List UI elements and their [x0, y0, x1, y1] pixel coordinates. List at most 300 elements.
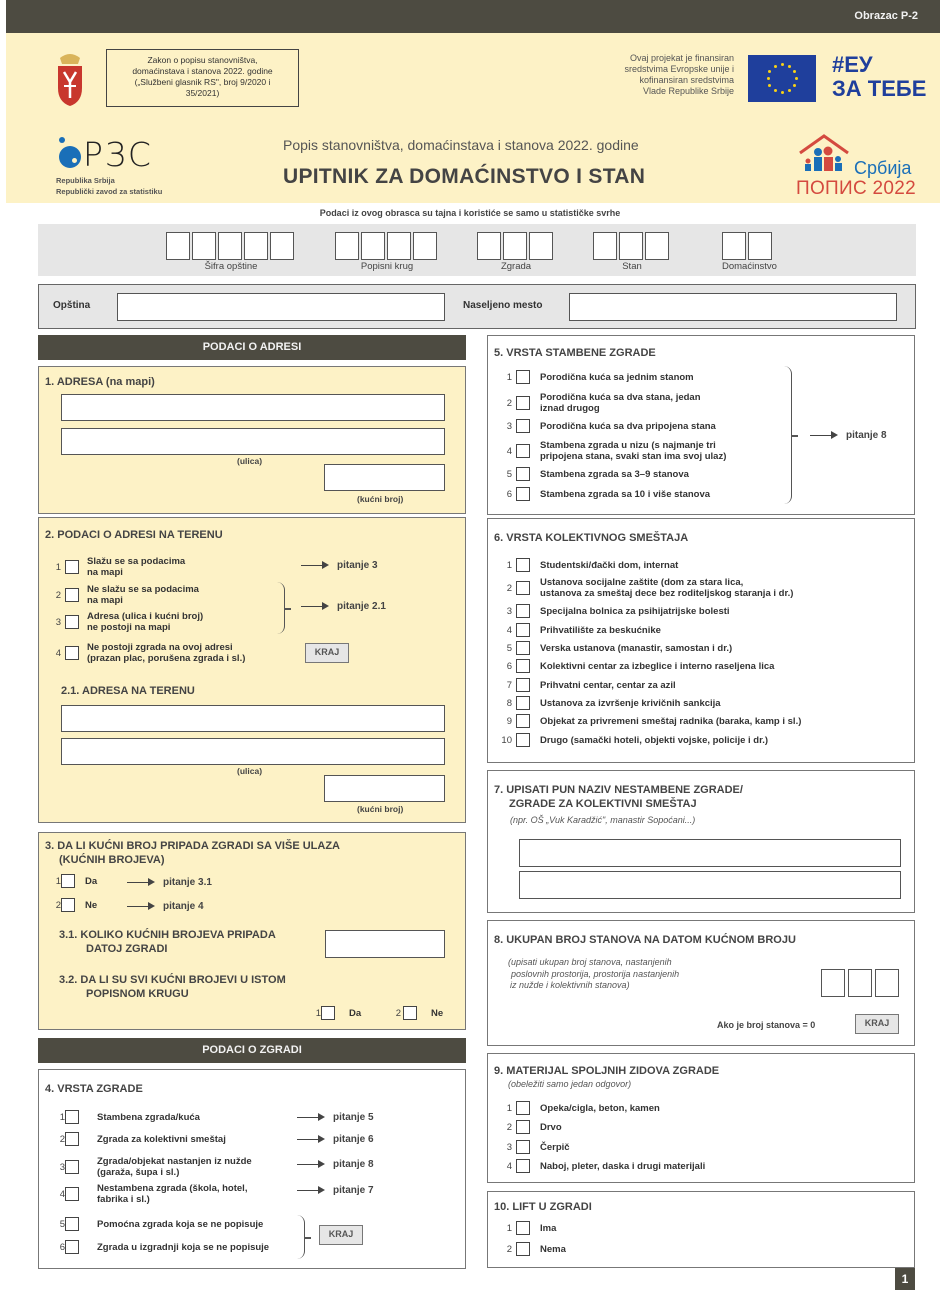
form-code: Obrazac P-2 [854, 10, 918, 22]
q3-option-no[interactable] [53, 898, 109, 912]
municipality-field[interactable] [117, 293, 445, 321]
option-number: 2 [506, 397, 512, 409]
option-number: 7 [506, 679, 512, 691]
code-cell[interactable] [722, 232, 746, 260]
eu-star-icon [767, 77, 770, 80]
option-number: 3 [55, 616, 61, 628]
building-name-line-2-field[interactable] [519, 871, 901, 899]
question-8-note [508, 957, 679, 992]
option-label: Drugo (samački hoteli, objekti vojske, policije i dr.) [540, 734, 769, 746]
option-label: Kolektivni centar za izbeglice i interno raseljena lica [540, 660, 775, 672]
arrow-icon [297, 1117, 319, 1119]
option-line: na mapi [87, 567, 123, 578]
address-field-house-number-field[interactable] [324, 775, 445, 802]
option-number: 2 [55, 899, 61, 911]
arrow-icon [297, 1139, 319, 1141]
eu-text-line: Vlade Republike Srbije [642, 86, 734, 96]
q3-2-option-yes[interactable] [315, 1006, 361, 1020]
question-8-box [487, 920, 915, 1046]
question-3-2-title [59, 973, 286, 1001]
address-map-house-number-field[interactable] [324, 464, 445, 491]
code-label: Popisni krug [360, 261, 414, 272]
checkbox[interactable] [516, 1101, 530, 1115]
option-line: Nestambena zgrada (škola, hotel, [97, 1183, 248, 1194]
q5-option-4[interactable] [500, 440, 726, 462]
code-cell[interactable] [413, 232, 437, 260]
checkbox[interactable] [65, 1240, 79, 1254]
digit-cell[interactable] [875, 969, 899, 997]
goto-label: pitanje 2.1 [337, 601, 386, 612]
eu-star-icon [793, 70, 796, 73]
building-name-line-1-field[interactable] [519, 839, 901, 867]
checkbox[interactable] [516, 581, 530, 595]
code-cell[interactable] [244, 232, 268, 260]
option-label: Porodična kuća sa dva pripojena stana [540, 420, 716, 432]
option-line: (prazan plac, porušena zgrada i sl.) [87, 653, 246, 664]
option-number: 9 [506, 715, 512, 727]
q2-option-2[interactable] [49, 584, 199, 606]
goto-arrow [127, 901, 204, 912]
serbian-coat-of-arms-icon [54, 52, 86, 108]
option-number: 4 [55, 647, 61, 659]
q6-option-6[interactable] [500, 659, 774, 673]
q4-option-1[interactable] [57, 1110, 200, 1124]
option-label: Prihvatilište za beskućnike [540, 624, 661, 636]
checkbox[interactable] [516, 641, 530, 655]
rzs-sub-line: Republika Srbija [56, 176, 115, 185]
q4-option-4[interactable] [57, 1183, 247, 1205]
question-9-note: (obeležiti samo jedan odgovor) [508, 1079, 632, 1089]
section-header-address: PODACI O ADRESI [38, 335, 466, 360]
checkbox[interactable] [516, 623, 530, 637]
checkbox[interactable] [65, 1217, 79, 1231]
q5-option-6[interactable] [500, 487, 710, 501]
option-number: 6 [59, 1241, 65, 1253]
eu-funding-text [566, 53, 734, 97]
code-cell[interactable] [619, 232, 643, 260]
code-cell[interactable] [748, 232, 772, 260]
title-line: POPISNOM KRUGU [86, 988, 189, 1000]
option-label [540, 392, 701, 414]
law-reference-box [106, 49, 299, 107]
option-number: 2 [55, 589, 61, 601]
code-cell[interactable] [503, 232, 527, 260]
checkbox[interactable] [61, 874, 75, 888]
option-line: Ustanova socijalne zaštite (dom za stara lica, [540, 577, 744, 588]
option-number: 3 [59, 1161, 65, 1173]
option-number: 2 [506, 1243, 512, 1255]
checkbox[interactable] [65, 560, 79, 574]
code-label: Zgrada [500, 261, 532, 272]
house-number-caption: (kućni broj) [357, 494, 404, 504]
q9-option-1[interactable] [500, 1101, 660, 1115]
code-group-household [722, 232, 777, 272]
title-line: 3.1. KOLIKO KUĆNIH BROJEVA PRIPADA [59, 929, 276, 941]
option-line: Ne slažu se sa podacima [87, 584, 199, 595]
q3-option-yes[interactable] [53, 874, 109, 888]
checkbox[interactable] [516, 370, 530, 384]
q6-option-2[interactable] [500, 577, 793, 599]
checkbox[interactable] [516, 733, 530, 747]
q6-option-1[interactable] [500, 558, 678, 572]
option-label [87, 642, 245, 664]
code-cell[interactable] [361, 232, 385, 260]
option-label [87, 611, 203, 633]
note-line: (upisati ukupan broj stanova, nastanjenih [508, 957, 672, 967]
question-7-note: (npr. OŠ „Vuk Karadžić", manastir Sopoćani...) [510, 815, 696, 825]
option-label [97, 1183, 247, 1205]
option-number: 1 [315, 1007, 321, 1019]
header [6, 33, 940, 203]
q9-option-4[interactable] [500, 1159, 705, 1173]
code-cell[interactable] [645, 232, 669, 260]
option-label: Da [349, 1007, 362, 1019]
q9-option-3[interactable] [500, 1140, 570, 1154]
place-bar [38, 284, 916, 329]
option-number: 3 [506, 1141, 512, 1153]
question-3-1-title [59, 928, 276, 956]
question-5-title: 5. VRSTA STAMBENE ZGRADE [494, 347, 656, 359]
eu-star-icon [781, 91, 784, 94]
option-number: 2 [59, 1133, 65, 1145]
eu-flag-icon [748, 55, 816, 102]
question-2-box [38, 517, 466, 823]
census-logo-country: Србија [854, 158, 912, 178]
question-3-title [45, 839, 340, 867]
option-number: 10 [501, 734, 512, 746]
q6-option-3[interactable] [500, 604, 730, 618]
checkbox[interactable] [61, 898, 75, 912]
zero-dwellings-label: Ako je broj stanova = 0 [717, 1020, 816, 1030]
goto-label: pitanje 8 [333, 1159, 374, 1170]
end-kraj-button: KRAJ [305, 643, 349, 663]
goto-arrow [127, 877, 212, 888]
question-2-1-title: 2.1. ADRESA NA TERENU [61, 685, 195, 697]
rzs-logo [56, 137, 162, 197]
q4-option-5[interactable] [57, 1217, 263, 1231]
option-number: 1 [506, 559, 512, 571]
q6-option-5[interactable] [500, 641, 732, 655]
option-label: Čerpič [540, 1141, 570, 1153]
eu-text-line: sredstvima Evropske unije i [624, 64, 734, 74]
law-line: domaćinstava i stanova 2022. godine [132, 66, 273, 76]
eu-star-icon [774, 89, 777, 92]
eu-star-icon [795, 77, 798, 80]
option-line: Adresa (ulica i kućni broj) [87, 611, 204, 622]
option-label: Studentski/đački dom, internat [540, 559, 679, 571]
checkbox[interactable] [516, 467, 530, 481]
checkbox[interactable] [516, 1120, 530, 1134]
code-cell[interactable] [593, 232, 617, 260]
checkbox[interactable] [516, 604, 530, 618]
option-line: Zgrada/objekat nastanjen iz nužde [97, 1156, 252, 1167]
eu-star-icon [788, 89, 791, 92]
code-group-building [477, 232, 555, 272]
option-line: Slažu se sa podacima [87, 556, 186, 567]
checkbox[interactable] [516, 487, 530, 501]
checkbox[interactable] [403, 1006, 417, 1020]
option-label: Ima [540, 1222, 557, 1234]
end-kraj-button: KRAJ [855, 1014, 899, 1034]
option-label: Opeka/cigla, beton, kamen [540, 1102, 660, 1114]
title-line: ZGRADE ZA KOLEKTIVNI SMEŠTAJ [509, 798, 697, 810]
arrow-icon [127, 906, 149, 908]
question-9-title: 9. MATERIJAL SPOLJNIH ZIDOVA ZGRADE [494, 1065, 720, 1077]
option-number: 5 [506, 642, 512, 654]
option-number: 6 [506, 660, 512, 672]
top-bar [6, 0, 940, 33]
question-10-title: 10. LIFT U ZGRADI [494, 1201, 592, 1213]
eu-slogan [832, 53, 926, 101]
option-number: 6 [506, 488, 512, 500]
checkbox[interactable] [516, 1221, 530, 1235]
checkbox[interactable] [516, 678, 530, 692]
title-line: (KUĆNIH BROJEVA) [59, 854, 165, 866]
option-line: na mapi [87, 595, 123, 606]
question-6-box [487, 518, 915, 763]
question-10-box [487, 1191, 915, 1268]
note-line: poslovnih prostorija, prostorija nastanjenih [511, 968, 680, 979]
option-line: ne postoji na mapi [87, 622, 171, 633]
goto-arrow [301, 601, 386, 612]
address-field-line-1-field[interactable] [61, 705, 445, 732]
q5-option-2[interactable] [500, 392, 701, 414]
code-cell[interactable] [166, 232, 190, 260]
code-label: Stan [622, 261, 642, 272]
option-label: Zgrada u izgradnji koja se ne popisuje [97, 1241, 270, 1253]
code-cell[interactable] [477, 232, 501, 260]
checkbox[interactable] [65, 1160, 79, 1174]
checkbox[interactable] [65, 615, 79, 629]
checkbox[interactable] [516, 1140, 530, 1154]
confidentiality-note: Podaci iz ovog obrasca su tajna i koristiće se samo u statističke svrhe [319, 208, 621, 218]
option-line: fabrika i sl.) [97, 1194, 150, 1205]
eu-star-icon [768, 70, 771, 73]
q3-2-option-no[interactable] [395, 1006, 443, 1020]
census-2022-logo [796, 133, 926, 203]
q5-option-5[interactable] [500, 467, 689, 481]
q4-option-2[interactable] [57, 1132, 226, 1146]
address-map-line-1-field[interactable] [61, 394, 445, 421]
checkbox[interactable] [65, 1110, 79, 1124]
q4-option-3[interactable] [57, 1156, 252, 1178]
question-1-box [38, 366, 466, 514]
q6-option-4[interactable] [500, 623, 661, 637]
q6-option-8[interactable] [500, 696, 721, 710]
question-5-box [487, 335, 915, 515]
option-label: Ustanova za izvršenje krivičnih sankcija [540, 697, 721, 709]
eu-text-line: Ovaj projekat je finansiran [629, 53, 734, 63]
option-line: Stambena zgrada u nizu (s najmanje tri [540, 440, 716, 451]
code-group-municipality [166, 232, 296, 272]
settlement-field[interactable] [569, 293, 897, 321]
checkbox[interactable] [516, 1242, 530, 1256]
code-cell[interactable] [192, 232, 216, 260]
law-line: 35/2021) [185, 88, 220, 98]
option-line: ustanova za smeštaj dece bez roditeljskog staranja i dr.) [540, 588, 794, 599]
code-cell[interactable] [218, 232, 242, 260]
option-label: Naboj, pleter, daska i drugi materijali [540, 1160, 706, 1172]
option-label: Drvo [540, 1121, 562, 1133]
question-7-title [494, 783, 743, 811]
option-number: 1 [59, 1111, 65, 1123]
option-number: 1 [506, 1102, 512, 1114]
option-label: Nema [540, 1243, 566, 1255]
checkbox[interactable] [321, 1006, 335, 1020]
q5-option-3[interactable] [500, 419, 716, 433]
checkbox[interactable] [516, 659, 530, 673]
goto-arrow [297, 1112, 374, 1123]
checkbox[interactable] [516, 714, 530, 728]
option-number: 5 [506, 468, 512, 480]
option-label [87, 556, 185, 578]
checkbox[interactable] [516, 1159, 530, 1173]
option-number: 2 [506, 1121, 512, 1133]
option-label: Pomoćna zgrada koja se ne popisuje [97, 1218, 264, 1230]
option-number: 1 [55, 561, 61, 573]
street-caption: (ulica) [237, 456, 263, 466]
option-number: 4 [59, 1188, 65, 1200]
q6-option-7[interactable] [500, 678, 676, 692]
option-number: 8 [506, 697, 512, 709]
q10-option-2[interactable] [500, 1242, 566, 1256]
code-cell[interactable] [335, 232, 359, 260]
checkbox[interactable] [516, 419, 530, 433]
q6-option-10[interactable] [500, 733, 768, 747]
question-4-box [38, 1069, 466, 1269]
street-caption: (ulica) [237, 766, 263, 776]
option-number: 4 [506, 445, 512, 457]
option-number: 4 [506, 624, 512, 636]
q2-option-3[interactable] [49, 611, 203, 633]
checkbox[interactable] [65, 1132, 79, 1146]
code-cell[interactable] [387, 232, 411, 260]
checkbox[interactable] [65, 646, 79, 660]
logo-dot-icon [59, 137, 65, 143]
digit-cell[interactable] [848, 969, 872, 997]
checkbox[interactable] [65, 1187, 79, 1201]
logo-circle-icon [59, 146, 81, 168]
q2-option-4[interactable] [49, 642, 245, 664]
brace-icon [784, 366, 792, 504]
end-kraj-button: KRAJ [319, 1225, 363, 1245]
goto-label: pitanje 3.1 [163, 877, 212, 888]
option-label: Verska ustanova (manastir, samostan i dr.) [540, 642, 733, 654]
brace-icon [297, 1215, 305, 1259]
goto-label: pitanje 7 [333, 1185, 374, 1196]
title-line: 3. DA LI KUĆNI BROJ PRIPADA ZGRADI SA VIŠE ULAZA [45, 840, 340, 852]
section-header-building: PODACI O ZGRADI [38, 1038, 466, 1063]
option-label: Da [85, 875, 98, 887]
option-number: 4 [506, 1160, 512, 1172]
option-number: 3 [506, 605, 512, 617]
checkbox[interactable] [516, 696, 530, 710]
question-3-box [38, 832, 466, 1030]
question-1-title: 1. ADRESA (na mapi) [45, 376, 155, 388]
option-label: Stambena zgrada sa 3–9 stanova [540, 468, 689, 480]
eu-star-icon [788, 65, 791, 68]
address-field-street-field[interactable] [61, 738, 445, 765]
goto-arrow [301, 560, 378, 571]
q4-option-6[interactable] [57, 1240, 269, 1254]
brace-icon [277, 582, 285, 634]
address-map-street-field[interactable] [61, 428, 445, 455]
eu-slogan-line: #ЕУ [832, 52, 873, 77]
arrow-icon [301, 606, 323, 608]
option-label: Porodična kuća sa jednim stanom [540, 371, 694, 383]
option-label [540, 440, 726, 462]
option-number: 5 [59, 1218, 65, 1230]
option-label: Ne [431, 1007, 444, 1019]
question-8-title: 8. UKUPAN BROJ STANOVA NA DATOM KUĆNOM BROJU [494, 934, 796, 946]
checkbox[interactable] [516, 558, 530, 572]
option-label: Zgrada za kolektivni smeštaj [97, 1133, 226, 1145]
digit-cell[interactable] [821, 969, 845, 997]
option-label: Ne [85, 899, 98, 911]
title-line: 7. UPISATI PUN NAZIV NESTAMBENE ZGRADE/ [494, 784, 743, 796]
eu-text-line: kofinansiran sredstvima [639, 75, 734, 85]
law-line: Zakon o popisu stanovništva, [147, 55, 258, 65]
checkbox[interactable] [516, 396, 530, 410]
code-group-dwelling [593, 232, 671, 272]
option-number: 1 [506, 371, 512, 383]
identification-codes-bar [38, 224, 916, 276]
goto-arrow [297, 1185, 374, 1196]
code-cell[interactable] [529, 232, 553, 260]
q10-option-1[interactable] [500, 1221, 556, 1235]
code-cell[interactable] [270, 232, 294, 260]
arrow-icon [810, 435, 832, 437]
option-number: 2 [506, 582, 512, 594]
eu-star-icon [793, 84, 796, 87]
house-numbers-count-field[interactable] [325, 930, 445, 958]
note-line: iz nužde i kolektivnih stanova) [510, 980, 630, 990]
q5-option-1[interactable] [500, 370, 694, 384]
page-number: 1 [895, 1268, 915, 1290]
option-label: Specijalna bolnica za psihijatrijske bolesti [540, 605, 730, 617]
settlement-label: Naseljeno mesto [463, 300, 543, 311]
option-label: Prihvatni centar, centar za azil [540, 679, 676, 691]
arrow-icon [297, 1190, 319, 1192]
option-number: 2 [395, 1007, 401, 1019]
goto-label: pitanje 3 [337, 560, 378, 571]
option-number: 3 [506, 420, 512, 432]
q2-option-1[interactable] [49, 556, 185, 578]
census-subtitle: Popis stanovništva, domaćinstava i stanova 2022. godine [283, 137, 639, 153]
arrow-icon [127, 882, 149, 884]
code-group-census-circle [335, 232, 439, 272]
checkbox[interactable] [65, 588, 79, 602]
municipality-label: Opština [53, 300, 91, 311]
option-number: 1 [506, 1222, 512, 1234]
q6-option-9[interactable] [500, 714, 801, 728]
checkbox[interactable] [516, 444, 530, 458]
q9-option-2[interactable] [500, 1120, 562, 1134]
code-label: Domaćinstvo [722, 261, 777, 272]
goto-arrow [297, 1159, 374, 1170]
option-label: Stambena zgrada sa 10 i više stanova [540, 488, 711, 500]
question-6-title: 6. VRSTA KOLEKTIVNOG SMEŠTAJA [494, 532, 689, 544]
title-line: DATOJ ZGRADI [86, 943, 168, 955]
option-line: (garaža, šupa i sl.) [97, 1167, 180, 1178]
page-title: UPITNIK ZA DOMAĆINSTVO I STAN [283, 165, 646, 188]
house-number-caption: (kućni broj) [357, 804, 404, 814]
rzs-sub-line: Republički zavod za statistiku [56, 187, 163, 196]
question-7-box [487, 770, 915, 913]
option-label: Stambena zgrada/kuća [97, 1111, 200, 1123]
question-9-box [487, 1053, 915, 1183]
goto-label: pitanje 5 [333, 1112, 374, 1123]
